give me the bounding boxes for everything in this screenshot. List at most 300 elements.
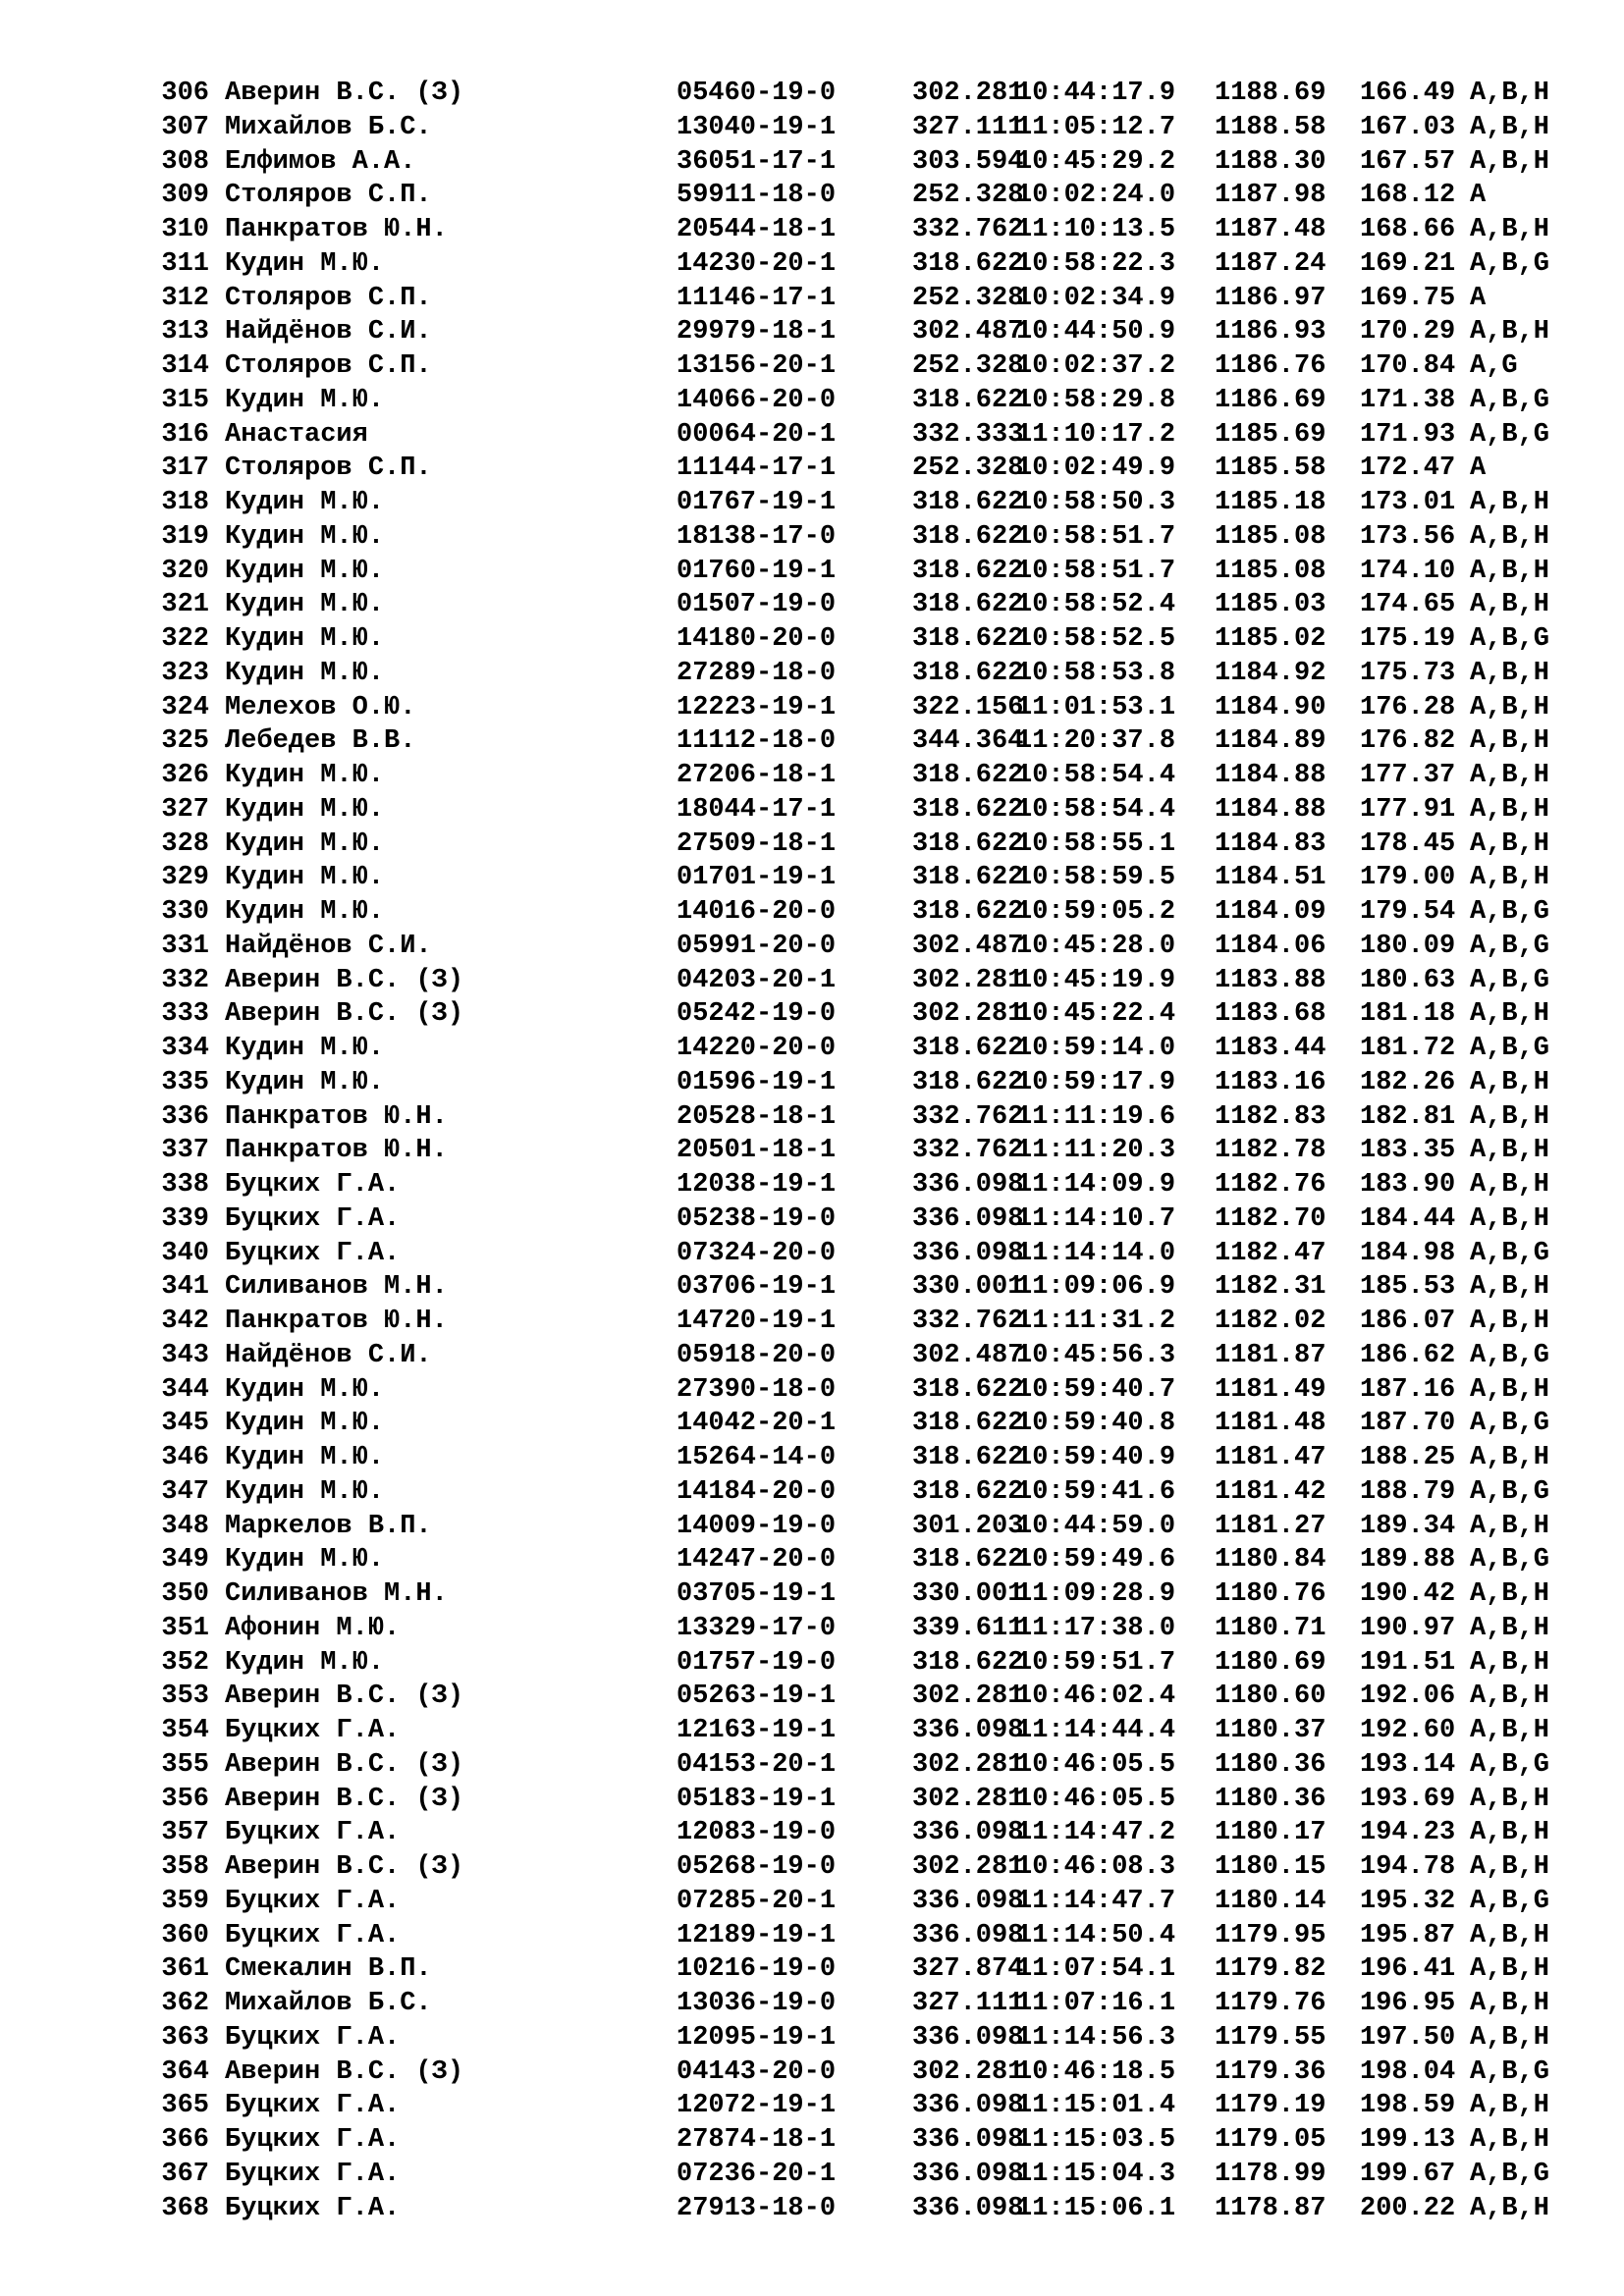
ring-number: 05242-19-0 xyxy=(677,999,837,1030)
fancier-name: Кудин М.Ю. xyxy=(225,590,385,620)
arrival-time: 10:58:50.3 xyxy=(1016,488,1176,517)
speed: 1188.69 xyxy=(1215,79,1326,108)
fancier-name: Кудин М.Ю. xyxy=(225,624,385,654)
category-flags: A,B,G xyxy=(1470,1545,1550,1575)
place-number: 336 xyxy=(161,1101,209,1132)
fancier-name: Кудин М.Ю. xyxy=(225,1647,385,1678)
ring-number: 05183-19-1 xyxy=(677,1784,837,1814)
category-flags: A,B,H xyxy=(1470,2091,1550,2121)
distance: 336.098 xyxy=(912,2022,1024,2053)
speed: 1186.93 xyxy=(1215,317,1326,347)
speed: 1180.76 xyxy=(1215,1579,1326,1609)
ring-number: 00064-20-1 xyxy=(677,419,837,450)
place-number: 358 xyxy=(161,1852,209,1882)
fancier-name: Лебедев В.В. xyxy=(225,726,416,757)
distance: 336.098 xyxy=(912,1818,1024,1848)
arrival-time: 11:11:31.2 xyxy=(1016,1307,1176,1336)
ring-number: 27289-18-0 xyxy=(677,658,837,688)
table-row xyxy=(145,828,1588,862)
arrival-time: 10:45:22.4 xyxy=(1016,999,1176,1030)
place-number: 324 xyxy=(161,692,209,722)
arrival-time: 10:58:51.7 xyxy=(1016,521,1176,552)
arrival-time: 11:15:04.3 xyxy=(1016,2159,1176,2189)
distance: 332.333 xyxy=(912,419,1024,450)
place-number: 343 xyxy=(161,1340,209,1370)
place-number: 341 xyxy=(161,1272,209,1303)
table-row xyxy=(145,2123,1588,2158)
table-row xyxy=(145,1270,1588,1305)
speed: 1185.02 xyxy=(1215,624,1326,654)
table-row xyxy=(145,2192,1588,2226)
category-flags: A,B,G xyxy=(1470,1749,1550,1780)
coefficient: 168.66 xyxy=(1360,215,1456,244)
category-flags: A,B,H xyxy=(1470,828,1550,859)
arrival-time: 10:45:28.0 xyxy=(1016,931,1176,961)
place-number: 351 xyxy=(161,1613,209,1643)
speed: 1184.09 xyxy=(1215,897,1326,927)
category-flags: A,B,G xyxy=(1470,965,1550,995)
place-number: 355 xyxy=(161,1749,209,1780)
coefficient: 187.70 xyxy=(1360,1409,1456,1439)
place-number: 312 xyxy=(161,283,209,313)
table-row xyxy=(145,793,1588,828)
ring-number: 07285-20-1 xyxy=(677,1886,837,1916)
fancier-name: Кудин М.Ю. xyxy=(225,1443,385,1472)
place-number: 361 xyxy=(161,1954,209,1985)
ring-number: 04203-20-1 xyxy=(677,965,837,995)
category-flags: A,B,H xyxy=(1470,1818,1550,1848)
fancier-name: Кудин М.Ю. xyxy=(225,658,385,688)
coefficient: 183.35 xyxy=(1360,1136,1456,1166)
fancier-name: Кудин М.Ю. xyxy=(225,556,385,586)
distance: 302.281 xyxy=(912,1784,1024,1814)
category-flags: A,B,H xyxy=(1470,1374,1550,1405)
ring-number: 14180-20-0 xyxy=(677,624,837,654)
place-number: 329 xyxy=(161,863,209,893)
category-flags: A,B,H xyxy=(1470,79,1550,108)
distance: 318.622 xyxy=(912,863,1024,893)
distance: 318.622 xyxy=(912,1374,1024,1405)
coefficient: 179.00 xyxy=(1360,863,1456,893)
distance: 302.487 xyxy=(912,317,1024,347)
fancier-name: Буцких Г.А. xyxy=(225,1170,401,1200)
ring-number: 05268-19-0 xyxy=(677,1852,837,1882)
table-row xyxy=(145,861,1588,895)
ring-number: 36051-17-1 xyxy=(677,146,837,177)
speed: 1184.83 xyxy=(1215,828,1326,859)
ring-number: 12083-19-0 xyxy=(677,1818,837,1848)
table-row xyxy=(145,997,1588,1032)
distance: 318.622 xyxy=(912,248,1024,279)
speed: 1180.36 xyxy=(1215,1749,1326,1780)
coefficient: 181.72 xyxy=(1360,1034,1456,1063)
place-number: 344 xyxy=(161,1374,209,1405)
ring-number: 18044-17-1 xyxy=(677,794,837,825)
arrival-time: 11:14:10.7 xyxy=(1016,1203,1176,1234)
fancier-name: Кудин М.Ю. xyxy=(225,794,385,825)
coefficient: 196.95 xyxy=(1360,1989,1456,2018)
ring-number: 12095-19-1 xyxy=(677,2022,837,2053)
fancier-name: Найдёнов С.И. xyxy=(225,317,432,347)
arrival-time: 11:07:16.1 xyxy=(1016,1989,1176,2018)
ring-number: 05263-19-1 xyxy=(677,1682,837,1712)
distance: 318.622 xyxy=(912,897,1024,927)
coefficient: 173.01 xyxy=(1360,488,1456,517)
arrival-time: 11:11:20.3 xyxy=(1016,1136,1176,1166)
table-row xyxy=(145,657,1588,691)
speed: 1184.88 xyxy=(1215,794,1326,825)
coefficient: 168.12 xyxy=(1360,181,1456,211)
fancier-name: Кудин М.Ю. xyxy=(225,385,385,415)
table-row xyxy=(145,622,1588,657)
distance: 330.001 xyxy=(912,1272,1024,1303)
speed: 1178.87 xyxy=(1215,2193,1326,2223)
fancier-name: Найдёнов С.И. xyxy=(225,1340,432,1370)
place-number: 339 xyxy=(161,1203,209,1234)
speed: 1184.88 xyxy=(1215,761,1326,790)
coefficient: 175.19 xyxy=(1360,624,1456,654)
table-row xyxy=(145,384,1588,418)
coefficient: 176.82 xyxy=(1360,726,1456,757)
speed: 1183.16 xyxy=(1215,1067,1326,1097)
arrival-time: 11:14:44.4 xyxy=(1016,1716,1176,1745)
speed: 1188.30 xyxy=(1215,146,1326,177)
category-flags: A,B,G xyxy=(1470,1340,1550,1370)
fancier-name: Буцких Г.А. xyxy=(225,2125,401,2155)
coefficient: 189.88 xyxy=(1360,1545,1456,1575)
fancier-name: Аверин В.С. (З) xyxy=(225,1784,464,1814)
speed: 1182.31 xyxy=(1215,1272,1326,1303)
place-number: 359 xyxy=(161,1886,209,1916)
speed: 1181.47 xyxy=(1215,1443,1326,1472)
coefficient: 172.47 xyxy=(1360,454,1456,484)
category-flags: A,B,H xyxy=(1470,112,1550,142)
speed: 1179.55 xyxy=(1215,2022,1326,2053)
fancier-name: Михайлов Б.С. xyxy=(225,1989,432,2018)
place-number: 348 xyxy=(161,1511,209,1541)
distance: 318.622 xyxy=(912,1409,1024,1439)
coefficient: 192.06 xyxy=(1360,1682,1456,1712)
place-number: 307 xyxy=(161,112,209,142)
distance: 336.098 xyxy=(912,2193,1024,2223)
fancier-name: Буцких Г.А. xyxy=(225,2022,401,2053)
coefficient: 169.75 xyxy=(1360,283,1456,313)
fancier-name: Кудин М.Ю. xyxy=(225,863,385,893)
arrival-time: 10:45:19.9 xyxy=(1016,965,1176,995)
category-flags: A,B,H xyxy=(1470,863,1550,893)
category-flags: A xyxy=(1470,283,1487,313)
table-row xyxy=(145,1714,1588,1748)
speed: 1182.78 xyxy=(1215,1136,1326,1166)
place-number: 352 xyxy=(161,1647,209,1678)
arrival-time: 11:05:12.7 xyxy=(1016,112,1176,142)
category-flags: A,B,H xyxy=(1470,658,1550,688)
place-number: 354 xyxy=(161,1716,209,1745)
speed: 1180.36 xyxy=(1215,1784,1326,1814)
coefficient: 174.10 xyxy=(1360,556,1456,586)
distance: 302.281 xyxy=(912,1682,1024,1712)
place-number: 364 xyxy=(161,2056,209,2087)
category-flags: A,B,H xyxy=(1470,2125,1550,2155)
speed: 1181.27 xyxy=(1215,1511,1326,1541)
place-number: 357 xyxy=(161,1818,209,1848)
arrival-time: 10:59:40.8 xyxy=(1016,1409,1176,1439)
category-flags: A,B,H xyxy=(1470,1272,1550,1303)
speed: 1183.44 xyxy=(1215,1034,1326,1063)
distance: 302.281 xyxy=(912,999,1024,1030)
speed: 1185.03 xyxy=(1215,590,1326,620)
ring-number: 14066-20-0 xyxy=(677,385,837,415)
coefficient: 192.60 xyxy=(1360,1716,1456,1745)
category-flags: A,B,H xyxy=(1470,726,1550,757)
speed: 1188.58 xyxy=(1215,112,1326,142)
category-flags: A,B,H xyxy=(1470,1136,1550,1166)
speed: 1179.82 xyxy=(1215,1954,1326,1985)
distance: 302.487 xyxy=(912,931,1024,961)
fancier-name: Аверин В.С. (З) xyxy=(225,999,464,1030)
ring-number: 04143-20-0 xyxy=(677,2056,837,2087)
table-row xyxy=(145,1646,1588,1681)
speed: 1179.19 xyxy=(1215,2091,1326,2121)
table-row xyxy=(145,1987,1588,2021)
distance: 332.762 xyxy=(912,215,1024,244)
table-row xyxy=(145,77,1588,111)
category-flags: A,B,H xyxy=(1470,1443,1550,1472)
distance: 302.487 xyxy=(912,1340,1024,1370)
category-flags: A,B,H xyxy=(1470,1613,1550,1643)
table-row xyxy=(145,145,1588,180)
ring-number: 14016-20-0 xyxy=(677,897,837,927)
ring-number: 01701-19-1 xyxy=(677,863,837,893)
speed: 1183.88 xyxy=(1215,965,1326,995)
coefficient: 177.91 xyxy=(1360,794,1456,825)
speed: 1182.76 xyxy=(1215,1170,1326,1200)
fancier-name: Панкратов Ю.Н. xyxy=(225,215,448,244)
ring-number: 14184-20-0 xyxy=(677,1476,837,1507)
ring-number: 14220-20-0 xyxy=(677,1034,837,1063)
fancier-name: Кудин М.Ю. xyxy=(225,761,385,790)
ring-number: 11144-17-1 xyxy=(677,454,837,484)
place-number: 363 xyxy=(161,2022,209,2053)
fancier-name: Буцких Г.А. xyxy=(225,2159,401,2189)
table-row xyxy=(145,1168,1588,1202)
place-number: 326 xyxy=(161,761,209,790)
table-row xyxy=(145,1100,1588,1135)
fancier-name: Буцких Г.А. xyxy=(225,2091,401,2121)
place-number: 360 xyxy=(161,1920,209,1950)
fancier-name: Кудин М.Ю. xyxy=(225,1409,385,1439)
ring-number: 27390-18-0 xyxy=(677,1374,837,1405)
distance: 318.622 xyxy=(912,1067,1024,1097)
ring-number: 18138-17-0 xyxy=(677,521,837,552)
arrival-time: 11:14:50.4 xyxy=(1016,1920,1176,1950)
table-row xyxy=(145,1816,1588,1850)
ring-number: 27874-18-1 xyxy=(677,2125,837,2155)
fancier-name: Силиванов М.Н. xyxy=(225,1272,448,1303)
fancier-name: Кудин М.Ю. xyxy=(225,1034,385,1063)
speed: 1180.15 xyxy=(1215,1852,1326,1882)
place-number: 318 xyxy=(161,488,209,517)
arrival-time: 11:14:47.2 xyxy=(1016,1818,1176,1848)
coefficient: 195.87 xyxy=(1360,1920,1456,1950)
speed: 1187.24 xyxy=(1215,248,1326,279)
category-flags: A,G xyxy=(1470,351,1518,381)
place-number: 306 xyxy=(161,79,209,108)
coefficient: 184.98 xyxy=(1360,1238,1456,1268)
distance: 322.156 xyxy=(912,692,1024,722)
coefficient: 198.04 xyxy=(1360,2056,1456,2087)
fancier-name: Аверин В.С. (З) xyxy=(225,1852,464,1882)
place-number: 349 xyxy=(161,1545,209,1575)
place-number: 337 xyxy=(161,1136,209,1166)
ring-number: 13156-20-1 xyxy=(677,351,837,381)
arrival-time: 11:10:17.2 xyxy=(1016,419,1176,450)
fancier-name: Столяров С.П. xyxy=(225,351,432,381)
ring-number: 03706-19-1 xyxy=(677,1272,837,1303)
ring-number: 12072-19-1 xyxy=(677,2091,837,2121)
place-number: 327 xyxy=(161,794,209,825)
table-row xyxy=(145,588,1588,622)
ring-number: 13329-17-0 xyxy=(677,1613,837,1643)
speed: 1184.51 xyxy=(1215,863,1326,893)
ring-number: 11112-18-0 xyxy=(677,726,837,757)
ring-number: 20528-18-1 xyxy=(677,1101,837,1132)
coefficient: 188.25 xyxy=(1360,1443,1456,1472)
table-row xyxy=(145,418,1588,453)
table-row xyxy=(145,724,1588,759)
coefficient: 199.67 xyxy=(1360,2159,1456,2189)
coefficient: 194.78 xyxy=(1360,1852,1456,1882)
arrival-time: 10:59:17.9 xyxy=(1016,1067,1176,1097)
ring-number: 14247-20-0 xyxy=(677,1545,837,1575)
place-number: 311 xyxy=(161,248,209,279)
coefficient: 199.13 xyxy=(1360,2125,1456,2155)
speed: 1185.08 xyxy=(1215,556,1326,586)
fancier-name: Аверин В.С. (З) xyxy=(225,1749,464,1780)
table-row xyxy=(145,691,1588,725)
ring-number: 05238-19-0 xyxy=(677,1203,837,1234)
fancier-name: Столяров С.П. xyxy=(225,454,432,484)
arrival-time: 10:59:05.2 xyxy=(1016,897,1176,927)
ring-number: 03705-19-1 xyxy=(677,1579,837,1609)
place-number: 342 xyxy=(161,1307,209,1336)
category-flags: A,B,H xyxy=(1470,215,1550,244)
distance: 336.098 xyxy=(912,2091,1024,2121)
coefficient: 196.41 xyxy=(1360,1954,1456,1985)
ring-number: 05460-19-0 xyxy=(677,79,837,108)
category-flags: A,B,G xyxy=(1470,385,1550,415)
table-row xyxy=(145,2089,1588,2123)
table-row xyxy=(145,1850,1588,1885)
speed: 1180.69 xyxy=(1215,1647,1326,1678)
ring-number: 20544-18-1 xyxy=(677,215,837,244)
category-flags: A,B,H xyxy=(1470,1716,1550,1745)
place-number: 366 xyxy=(161,2125,209,2155)
distance: 336.098 xyxy=(912,2125,1024,2155)
fancier-name: Кудин М.Ю. xyxy=(225,897,385,927)
distance: 318.622 xyxy=(912,761,1024,790)
table-row xyxy=(145,930,1588,964)
table-row xyxy=(145,1680,1588,1714)
arrival-time: 10:58:22.3 xyxy=(1016,248,1176,279)
fancier-name: Мелехов О.Ю. xyxy=(225,692,416,722)
coefficient: 190.42 xyxy=(1360,1579,1456,1609)
coefficient: 167.03 xyxy=(1360,112,1456,142)
place-number: 332 xyxy=(161,965,209,995)
ring-number: 27913-18-0 xyxy=(677,2193,837,2223)
speed: 1179.36 xyxy=(1215,2056,1326,2087)
distance: 302.281 xyxy=(912,79,1024,108)
arrival-time: 10:58:52.4 xyxy=(1016,590,1176,620)
ring-number: 07236-20-1 xyxy=(677,2159,837,2189)
ring-number: 10216-19-0 xyxy=(677,1954,837,1985)
arrival-time: 10:59:40.9 xyxy=(1016,1443,1176,1472)
coefficient: 198.59 xyxy=(1360,2091,1456,2121)
table-row xyxy=(145,1134,1588,1168)
table-row xyxy=(145,759,1588,793)
table-row xyxy=(145,1032,1588,1066)
arrival-time: 10:02:37.2 xyxy=(1016,351,1176,381)
fancier-name: Смекалин В.П. xyxy=(225,1954,432,1985)
speed: 1180.14 xyxy=(1215,1886,1326,1916)
place-number: 323 xyxy=(161,658,209,688)
speed: 1184.06 xyxy=(1215,931,1326,961)
fancier-name: Панкратов Ю.Н. xyxy=(225,1101,448,1132)
table-row xyxy=(145,111,1588,145)
place-number: 309 xyxy=(161,181,209,211)
distance: 302.281 xyxy=(912,1749,1024,1780)
coefficient: 175.73 xyxy=(1360,658,1456,688)
distance: 318.622 xyxy=(912,1647,1024,1678)
ring-number: 14230-20-1 xyxy=(677,248,837,279)
distance: 327.111 xyxy=(912,1989,1024,2018)
category-flags: A,B,G xyxy=(1470,1476,1550,1507)
category-flags: A,B,H xyxy=(1470,1170,1550,1200)
arrival-time: 10:02:24.0 xyxy=(1016,181,1176,211)
category-flags: A,B,H xyxy=(1470,794,1550,825)
arrival-time: 11:11:19.6 xyxy=(1016,1101,1176,1132)
speed: 1182.70 xyxy=(1215,1203,1326,1234)
distance: 327.111 xyxy=(912,112,1024,142)
distance: 252.328 xyxy=(912,181,1024,211)
category-flags: A,B,G xyxy=(1470,931,1550,961)
table-row xyxy=(145,1475,1588,1510)
coefficient: 173.56 xyxy=(1360,521,1456,552)
place-number: 313 xyxy=(161,317,209,347)
arrival-time: 10:58:54.4 xyxy=(1016,761,1176,790)
ring-number: 01757-19-0 xyxy=(677,1647,837,1678)
speed: 1182.47 xyxy=(1215,1238,1326,1268)
distance: 318.622 xyxy=(912,521,1024,552)
arrival-time: 11:07:54.1 xyxy=(1016,1954,1176,1985)
coefficient: 174.65 xyxy=(1360,590,1456,620)
coefficient: 184.44 xyxy=(1360,1203,1456,1234)
category-flags: A,B,H xyxy=(1470,1579,1550,1609)
arrival-time: 11:10:13.5 xyxy=(1016,215,1176,244)
place-number: 322 xyxy=(161,624,209,654)
place-number: 346 xyxy=(161,1443,209,1472)
fancier-name: Кудин М.Ю. xyxy=(225,1374,385,1405)
fancier-name: Маркелов В.П. xyxy=(225,1511,432,1541)
coefficient: 197.50 xyxy=(1360,2022,1456,2053)
arrival-time: 10:58:59.5 xyxy=(1016,863,1176,893)
distance: 303.594 xyxy=(912,146,1024,177)
table-row xyxy=(145,1612,1588,1646)
table-row xyxy=(145,2158,1588,2192)
coefficient: 166.49 xyxy=(1360,79,1456,108)
fancier-name: Силиванов М.Н. xyxy=(225,1579,448,1609)
arrival-time: 10:58:29.8 xyxy=(1016,385,1176,415)
